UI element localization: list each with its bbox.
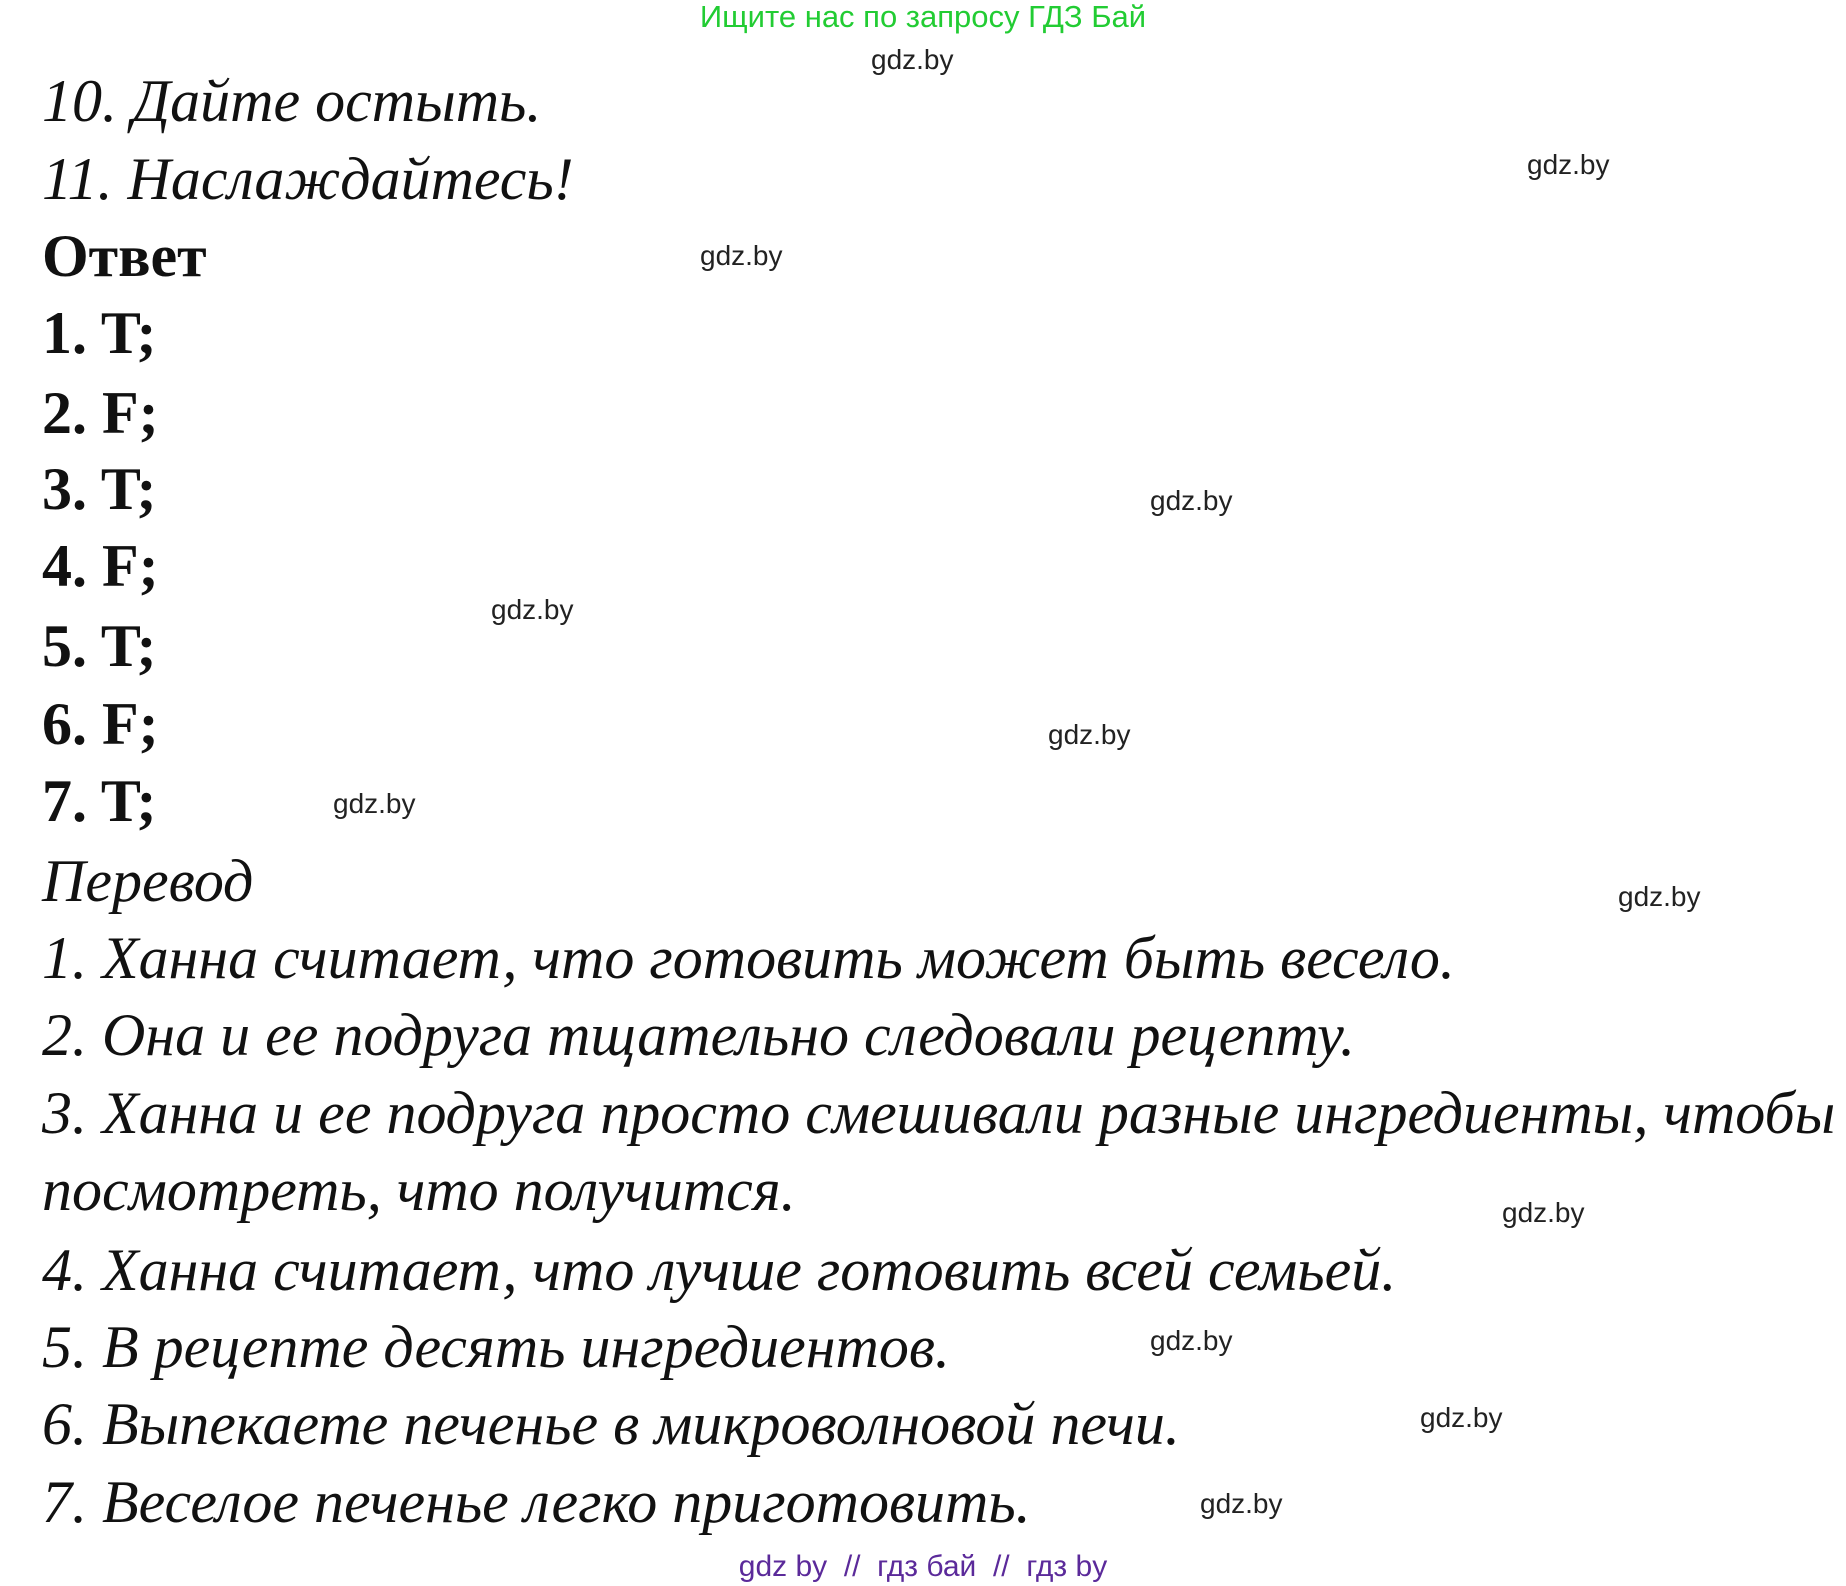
translation-line: 7. Веселое печенье легко приготовить. <box>42 1469 1031 1535</box>
answer-item: 3. T; <box>42 456 157 522</box>
answer-item: 1. T; <box>42 300 157 366</box>
watermark: gdz.by <box>1618 881 1701 912</box>
answer-item: 2. F; <box>42 380 159 446</box>
watermark: gdz.by <box>1200 1488 1283 1519</box>
translation-line: 5. В рецепте десять ингредиентов. <box>42 1314 950 1380</box>
translation-line: 1. Ханна считает, что готовить может быть весело. <box>42 925 1455 991</box>
translation-line: 4. Ханна считает, что лучше готовить всей семьей. <box>42 1237 1397 1303</box>
translation-line: 6. Выпекаете печенье в микроволновой печи. <box>42 1391 1180 1457</box>
translation-heading: Перевод <box>42 848 254 914</box>
answer-item: 4. F; <box>42 533 159 599</box>
answer-item: 5. T; <box>42 613 157 679</box>
answer-heading: Ответ <box>42 223 207 289</box>
answer-item: 6. F; <box>42 691 159 757</box>
watermark: gdz.by <box>333 788 416 819</box>
watermark: gdz.by <box>1502 1197 1585 1228</box>
watermark: gdz.by <box>1527 149 1610 180</box>
footer-links[interactable]: gdz by // гдз бай // гдз by <box>738 1550 1108 1583</box>
watermark: gdz.by <box>700 240 783 271</box>
translation-line: посмотреть, что получится. <box>42 1157 796 1223</box>
answer-item: 7. T; <box>42 768 157 834</box>
translation-line: 3. Ханна и ее подруга просто смешивали разные ингредиенты, чтобы <box>42 1080 1836 1146</box>
watermark: gdz.by <box>1048 719 1131 750</box>
watermark: gdz.by <box>1150 1325 1233 1356</box>
watermark: gdz.by <box>491 594 574 625</box>
watermark: gdz.by <box>1420 1402 1503 1433</box>
step-10: 10. Дайте остыть. <box>42 68 542 134</box>
watermark: gdz.by <box>1150 485 1233 516</box>
search-hint-banner: Ищите нас по запросу ГДЗ Бай <box>699 0 1147 34</box>
translation-line: 2. Она и ее подруга тщательно следовали рецепту. <box>42 1002 1355 1068</box>
step-11: 11. Наслаждайтесь! <box>42 146 574 212</box>
watermark: gdz.by <box>871 44 954 75</box>
